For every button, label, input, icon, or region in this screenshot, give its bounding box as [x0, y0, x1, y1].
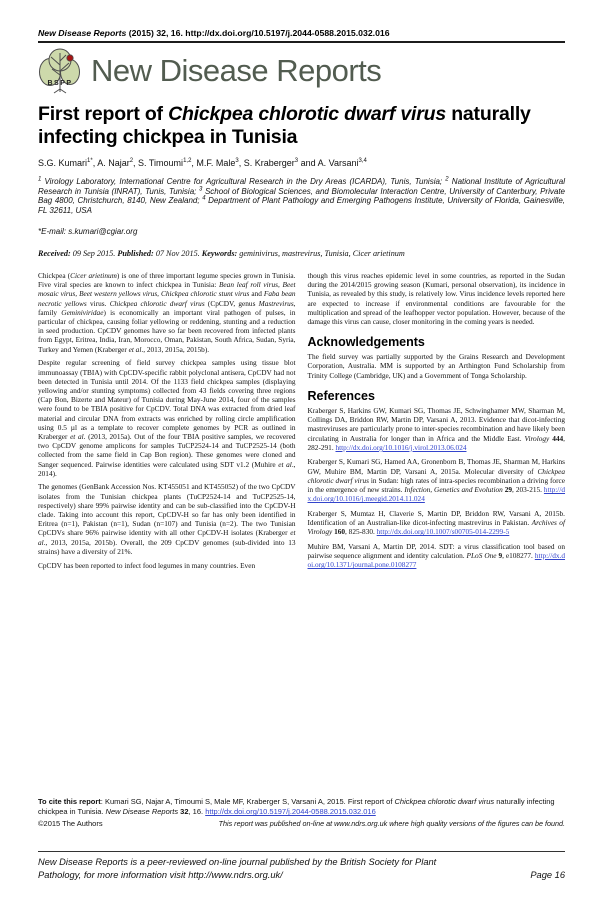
- reference-item: Kraberger S, Mumtaz H, Claverie S, Martin DP, Briddon RW, Varsani A, 2015b. Identification of an Australian-like dicot-infecting mastrevirus in Pakistan. Archives of Virology 160, 825-830. http://dx.doi.org/10.1007/s00705-014-2299-5: [307, 508, 565, 537]
- journal-title: New Disease Reports: [91, 53, 382, 88]
- doi-link[interactable]: http://dx.doi.org/10.1016/j.meegid.2014.11.024: [307, 485, 566, 504]
- doi-link[interactable]: http://dx.doi.org/10.5197/j.2044-0588.2015.032.016: [205, 807, 376, 817]
- header-rule: [38, 41, 565, 43]
- references-heading: References: [307, 388, 375, 403]
- paragraph-discussion-continued: though this virus reaches epidemic level in some countries, as reported in the Sudan during the 2014/2015 growing season (Kumari, personal observation), its incidence in Tunisia, as revealed by this study, is relatively low. Virus incidence levels reported here are expected to increase if environmental conditions are favourable for the multiplication and spread of the leafhopper vector population. However, because of the damage this virus can cause, closer monitoring in the coming years is needed.: [307, 270, 565, 326]
- journal-citation-line: New Disease Reports (2015) 32, 16. http://dx.doi.org/10.5197/j.2044-0588.2015.032.016: [38, 28, 390, 38]
- reference-item: Kraberger S, Kumari SG, Hamed AA, Gronenborn B, Thomas JE, Sharman M, Harkins GW, Muhire BM, Martin DP, Varsani A, 2015a. Molecular diversity of Chickpea chlorotic dwarf virus in Sudan: high rates of intra-species recombination a driving force in the emergence of new strains. Infection, Genetics and Evolution 29, 203-215. http://dx.doi.org/10.1016/j.meegid.2014.11.024: [307, 457, 566, 504]
- doi-link[interactable]: http://dx.doi.org/10.1007/s00705-014-2299-5: [376, 527, 510, 537]
- doi-link[interactable]: http://dx.doi.org/10.1371/journal.pone.0108277: [307, 550, 566, 570]
- bspp-logo-text: BSPP: [47, 80, 73, 87]
- journal-footer: [38, 851, 565, 881]
- journal-masthead: [38, 47, 565, 95]
- received-published-keywords: Received: 09 Sep 2015. Published: 07 Nov 2015. Keywords: geminivirus, mastrevirus, Tunisia, Cicer arietinum: [38, 248, 405, 258]
- authors-line: S.G. Kumari$^{1*}$, A. Najar$^2$, S. Timoumi$^{1,2}$, M.F. Male$^3$, S. Kraberger$^3$ and A. Varsani$^{3,4}$: [38, 157, 367, 168]
- left-column: [38, 271, 296, 575]
- doi-link[interactable]: http://dx.doi.org/10.1016/j.virol.2013.06.024: [335, 442, 467, 452]
- paragraph-intro: Chickpea (Cicer arietinum) is one of three important legume species grown in Tunisia. Five viral species are known to infect chickpea in Tunisia: Bean leaf roll virus, Beet mosaic virus, Beet western yellows virus, Chickpea chlorotic stunt virus and Faba bean necrotic yellows virus. Chickpea chlorotic dwarf virus (CpCDV, genus Mastrevirus, family Geminiviridae) is economically an important viral pathogen of pulses, in particular of chickpea, causing foliar yellowing or reddening, stunting and a reduction in seed production. CpCDV genomes have so far been recovered from infected plants from Egypt, Eritrea, India, Iran, Morocco, Oman, Pakistan, South Africa, Sudan, Syria, Turkey and Yemen (Kraberger et al., 2013, 2015a, 2015b).: [38, 270, 296, 354]
- journal-footer-note: New Disease Reports is a peer-reviewed on-line journal published by the British Society for Plant Pathology, for more information visit http://www.ndrs.org.uk/: [38, 857, 437, 880]
- reference-item: Muhire BM, Varsani A, Martin DP, 2014. SDT: a virus classification tool based on pairwise sequence alignment and identity calculation. PLoS One 9, e108277. http://dx.doi.org/10.1371/journal.pone.0108277: [307, 541, 566, 570]
- article-body: [38, 271, 565, 575]
- copyright-notice: ©2015 The Authors: [38, 819, 103, 829]
- paragraph-genomes: The genomes (GenBank Accession Nos. KT455051 and KT455052) of the two CpCDV isolates from the Tunisian chickpea plants (TuCP2524-14 and TuCP2525-14, respectively) share 99% pairwise identity and can be sub-classified into the CpCDV-H clade. Taking into account this report, CpCDV-H so far has only been identified in Eritrea (n=1), Pakistan (n=1), Sudan (n=107) and Tunisia (n=2). The two Tunisian CpCDVs share 96% pairwise identity with all other CpCDV-H isolates (Kraberger et al., 2013, 2015a, 2015b). Overall, the 209 CpCDV genomes (sub-divided into 13 strains) have a diversity of 21%.: [38, 482, 296, 556]
- cite-this-report: To cite this report: Kumari SG, Najar A, Timoumi S, Male MF, Kraberger S, Varsani A, 2015. First report of Chickpea chlorotic dwarf virus naturally infecting chickpea in Tunisia. New Disease Reports 32, 16. http://dx.doi.org/10.5197/j.2044-0588.2015.032.016: [38, 797, 555, 817]
- paragraph-discussion-start: CpCDV has been reported to infect food legumes in many countries. Even: [38, 560, 256, 570]
- bspp-logo-icon: [38, 47, 82, 95]
- paper-title: First report of Chickpea chlorotic dwarf virus naturally infecting chickpea in Tunisia: [38, 103, 531, 149]
- paragraph-survey: Despite regular screening of field survey chickpea samples using tissue blot immunoassay (TBIA) with CpCDV-specific rabbit polyclonal antisera, CpCDV had not been detected in Tunisia until 2014. Of the 1133 field chickpea samples (displaying yellowing and/or stunting symptoms) collected from 43 fields covering three regions (Cap Bon, Bizerte and Mateur) of Tunisia during May-June 2014, four of the samples were found to be TBIA positive for CpCDV. Total DNA was extracted from dried leaf material and circular DNA from extracts was enriched by rolling circle amplification using 0.5 µl as a template to recover complete genomes by PCR as outlined in Kraberger et al. (2013, 2015a). Out of the four TBIA positive samples, we recovered two CpCDV genome amplicons for samples TuCP2524-14 and TuCP2525-14 (both collected from the same field in Cap Bon region). These genomes were cloned and Sanger sequenced. Pairwise identities were calculated using SDT v1.2 (Muhire et al., 2014).: [38, 358, 296, 478]
- acknowledgements-text: The field survey was partially supported by the Grains Research and Development Corporation, Australia. MM is supported by an Arthington Fund Scholarship from Trinity College (Cambridge, UK) and a Government of Tonga Scholarship.: [307, 352, 565, 380]
- acknowledgements-heading: Acknowledgements: [307, 335, 425, 350]
- corresponding-email[interactable]: *E-mail: s.kumari@cgiar.org: [38, 226, 138, 236]
- published-online-note: This report was published on-line at www.ndrs.org.uk where high quality versions of the figures can be found.: [218, 819, 565, 829]
- reference-item: Kraberger S, Harkins GW, Kumari SG, Thomas JE, Schwinghamer MW, Sharman M, Collings DA, Briddon RW, Martin DP, Varsani A, 2013. Evidence that dicot-infecting mastreviruses are particularly prone to inter-species recombination and have likely been circulating in Australia for longer than in Africa and the Middle East. Virology 444, 282-291. http://dx.doi.org/10.1016/j.virol.2013.06.024: [307, 405, 565, 452]
- citation-footer: [38, 797, 565, 829]
- page-number: Page 16: [530, 869, 565, 880]
- right-column: [308, 271, 566, 575]
- affiliations: $^1$ Virology Laboratory, International Centre for Agricultural Research in the Dry Areas (ICARDA), Tunis, Tunisia; $^2$ National Institute of Agricultural Research in Tunisia (INRAT), Tunis, Tunisia; $^3$ School of Biological Sciences, and Biomolecular Interaction Centre, University of Canterbury, Private Bag 4800, Christchurch, 8140, New Zealand; $^4$ Department of Plant Pathology and Emerging Pathogens Institute, University of Florida, Gainesville, FL 32611, USA: [38, 176, 565, 216]
